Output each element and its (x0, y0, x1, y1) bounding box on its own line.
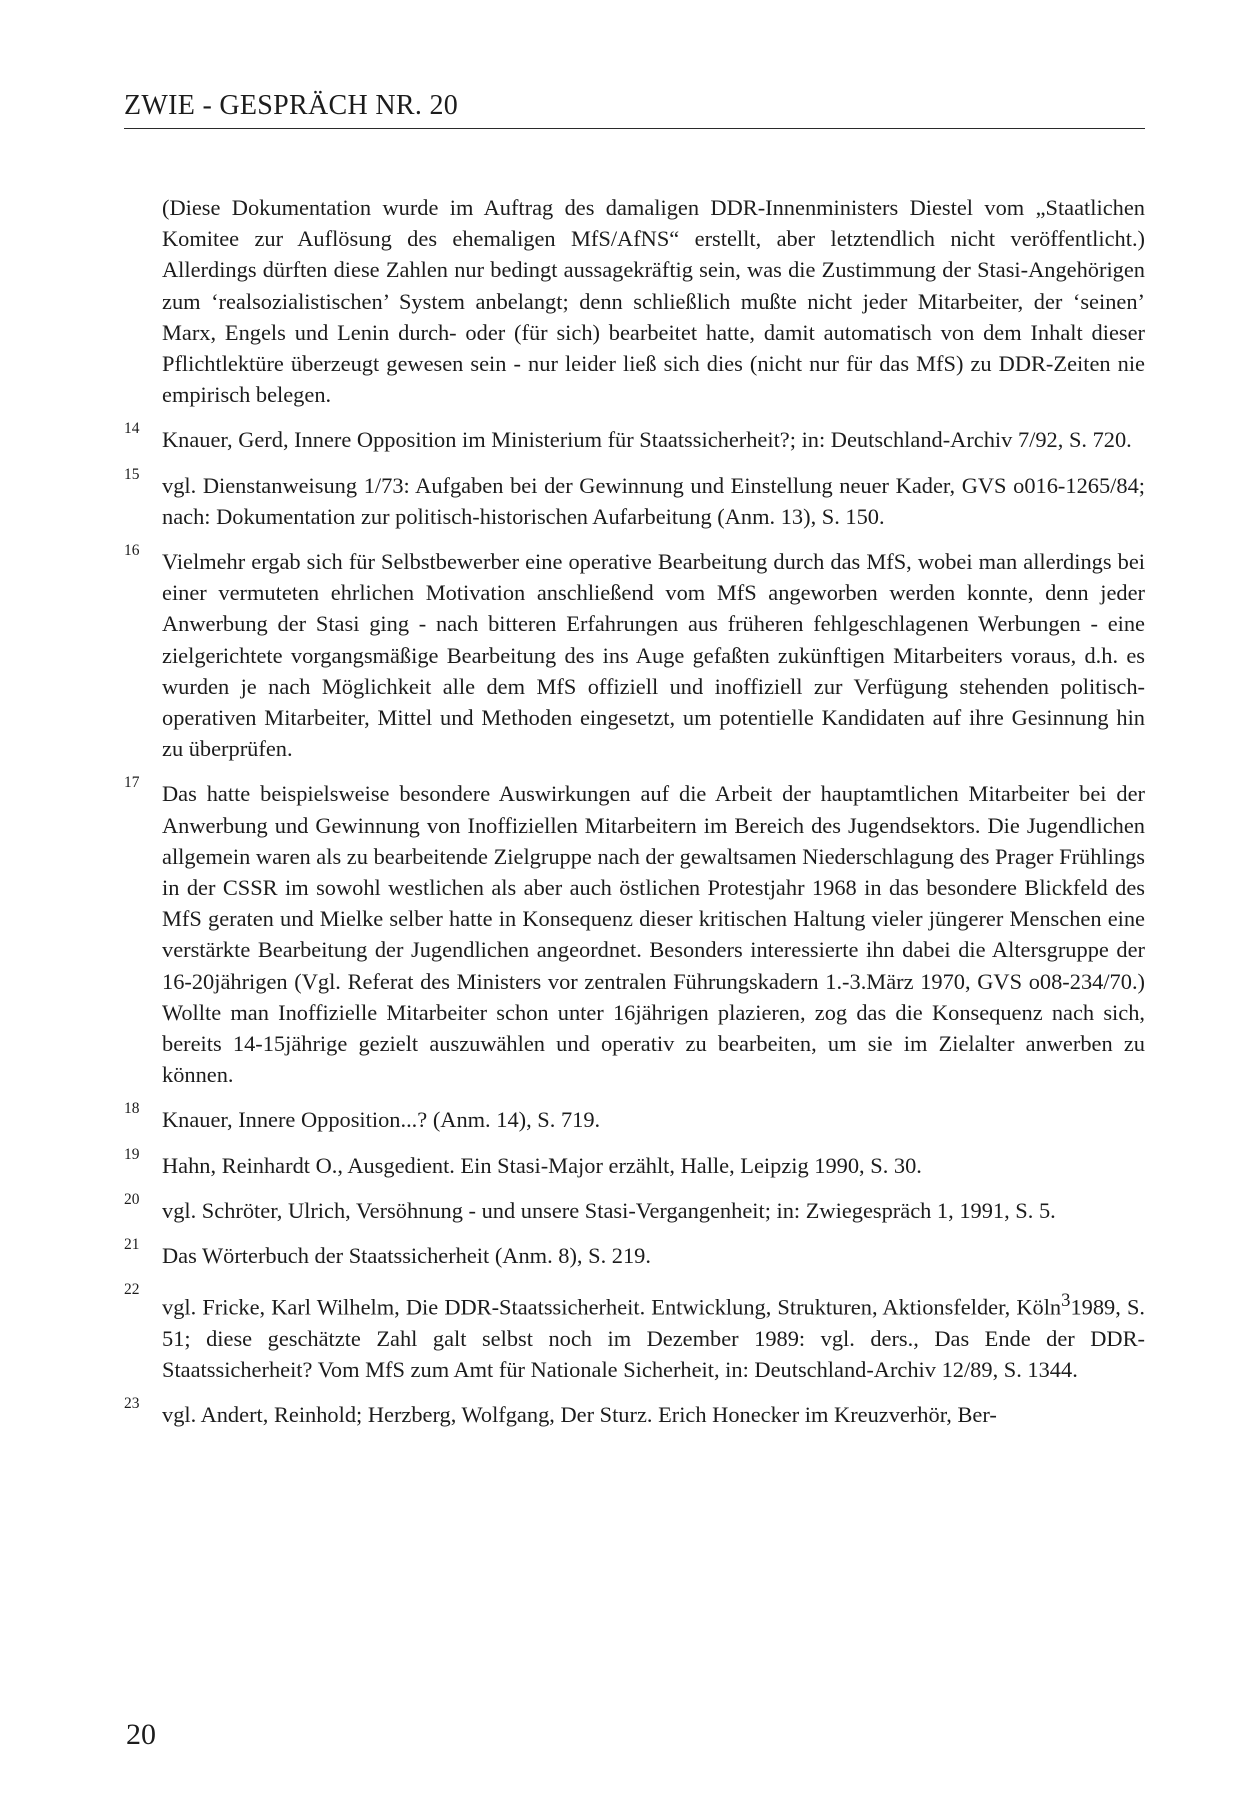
footnote-number: 18 (124, 1100, 140, 1118)
footnote-19 (124, 1145, 1145, 1181)
footnote-21 (124, 1236, 1145, 1271)
footnote-number: 20 (124, 1190, 140, 1208)
footnote-16 (124, 542, 1145, 764)
footnote-number: 14 (124, 420, 140, 438)
running-header-title: ZWIE - GESPRÄCH NR. 20 (124, 90, 459, 121)
footnote-text: vgl. Andert, Reinhold; Herzberg, Wolfgang, Der Sturz. Erich Honecker im Kreuzverhör, Ber- (162, 1402, 997, 1428)
footnotes-section (124, 192, 1145, 1445)
footnote-number: 23 (124, 1395, 140, 1413)
footnote-number: 17 (124, 774, 140, 792)
footnote-13-continuation: (Diese Dokumentation wurde im Auftrag des damaligen DDR-Innenministers Diestel vom „Staatlichen Komitee zur Auflösung des ehemaligen MfS/AfNS“ erstellt, aber letztendlich nicht veröffentlicht.) Allerdings dürften diese Zahlen nur bedingt aussagekräftig sein, was die Zustimmung der Stasi-Angehörigen zum ‘realsozialistischen’ System anbelangt; denn schließlich mußte nicht jeder Mitarbeiter, der ‘seinen’ Marx, Engels und Lenin durch- oder (für sich) bearbeitet hatte, damit automatisch von dem Inhalt dieser Pflichtlektüre überzeugt gewesen sein - nur leider ließ sich dies (nicht nur für das MfS) zu DDR-Zeiten nie empirisch belegen. (162, 195, 1145, 408)
footnote-14 (124, 420, 1145, 455)
footnote-text: Hahn, Reinhardt O., Ausgedient. Ein Stasi-Major erzählt, Halle, Leipzig 1990, S. 30. (162, 1152, 922, 1178)
footnote-text-part: 1989, S. 51; diese geschätzte Zahl galt selbst noch im Dezember 1989: vgl. ders., Das Ende der DDR-Staatssicherheit? Vom MfS zum Amt für Nationale Sicherheit, in: Deutschland-Archiv 12/89, S. 1344. (162, 1294, 1145, 1383)
footnote-text: vgl. Schröter, Ulrich, Versöhnung - und unsere Stasi-Vergangenheit; in: Zwiegespräch 1, 1991, S. 5. (162, 1197, 1056, 1223)
footnote-text: Das hatte beispielsweise besondere Auswirkungen auf die Arbeit der hauptamtlichen Mitarbeiter bei der Anwerbung und Gewinnung von Inoffiziellen Mitarbeitern im Bereich des Jugendsektors. Die Jugendlichen allgemein waren als zu bearbeitende Zielgruppe nach der gewaltsamen Niederschlagung des Prager Frühlings in der CSSR im sowohl westlichen als aber auch östlichen Protestjahr 1968 in das besondere Blickfeld des MfS geraten und Mielke selber hatte in Konsequenz dieser kritischen Haltung vieler jüngerer Menschen eine verstärkte Bearbeitung der Jugendlichen angeordnet. Besonders interessierte ihn dabei die Altersgruppe der 16-20jährigen (Vgl. Referat des Ministers vor zentralen Führungskadern 1.-3.März 1970, GVS o08-234/70.) Wollte man Inoffizielle Mitarbeiter schon unter 16jährigen plazieren, zog das die Konsequenz nach sich, bereits 14-15jährige gezielt auszuwählen und operativ zu bearbeiten, um sie im Zielalter anwerben zu können. (162, 781, 1145, 1088)
footnote-text: Das Wörterbuch der Staatssicherheit (Anm. 8), S. 219. (162, 1243, 651, 1269)
footnote-18 (124, 1100, 1145, 1135)
footnote-23 (124, 1395, 1145, 1430)
footnote-15 (124, 465, 1145, 532)
footnote-22 (124, 1281, 1145, 1385)
page-number: 20 (126, 1718, 156, 1751)
footnote-17 (124, 774, 1145, 1090)
footnote-number: 21 (124, 1236, 140, 1254)
footnote-text: vgl. Dienstanweisung 1/73: Aufgaben bei der Gewinnung und Einstellung neuer Kader, GVS o016-1265/84; nach: Dokumentation zur politisch-historischen Aufarbeitung (Anm. 13), S. 150. (162, 472, 1145, 529)
footnote-text: Vielmehr ergab sich für Selbstbewerber eine operative Bearbeitung durch das MfS, wobei man allerdings bei einer vermuteten ehrlichen Motivation anschließend vom MfS angeworben werden konnte, denn jeder Anwerbung der Stasi ging - nach bitteren Erfahrungen aus früheren fehlgeschlagenen Werbungen - eine zielgerichtete vorgangsmäßige Bearbeitung des ins Auge gefaßten zukünftigen Mitarbeiters voraus, d.h. es wurden je nach Möglichkeit alle dem MfS offiziell und inoffiziell zur Verfügung stehenden politisch-operativen Mitarbeiter, Mittel und Methoden eingesetzt, um potentielle Kandidaten auf ihre Gesinnung hin zu überprüfen. (162, 549, 1145, 762)
footnote-20 (124, 1190, 1145, 1226)
running-header (124, 86, 1145, 129)
footnote-text-part: vgl. Fricke, Karl Wilhelm, Die DDR-Staatssicherheit. Entwicklung, Strukturen, Aktionsfelder, Köln (162, 1294, 1062, 1320)
footnote-text: Knauer, Innere Opposition...? (Anm. 14), S. 719. (162, 1107, 601, 1133)
footnote-text: Knauer, Gerd, Innere Opposition im Ministerium für Staatssicherheit?; in: Deutschland-Archiv 7/92, S. 720. (162, 427, 1132, 453)
footnote-number: 19 (124, 1145, 140, 1163)
footnote-number: 22 (124, 1281, 140, 1299)
edition-superscript: 3 (1061, 1290, 1071, 1312)
footnote-number: 15 (124, 465, 140, 483)
footnote-number: 16 (124, 542, 140, 560)
footnote-text (162, 1285, 1145, 1385)
